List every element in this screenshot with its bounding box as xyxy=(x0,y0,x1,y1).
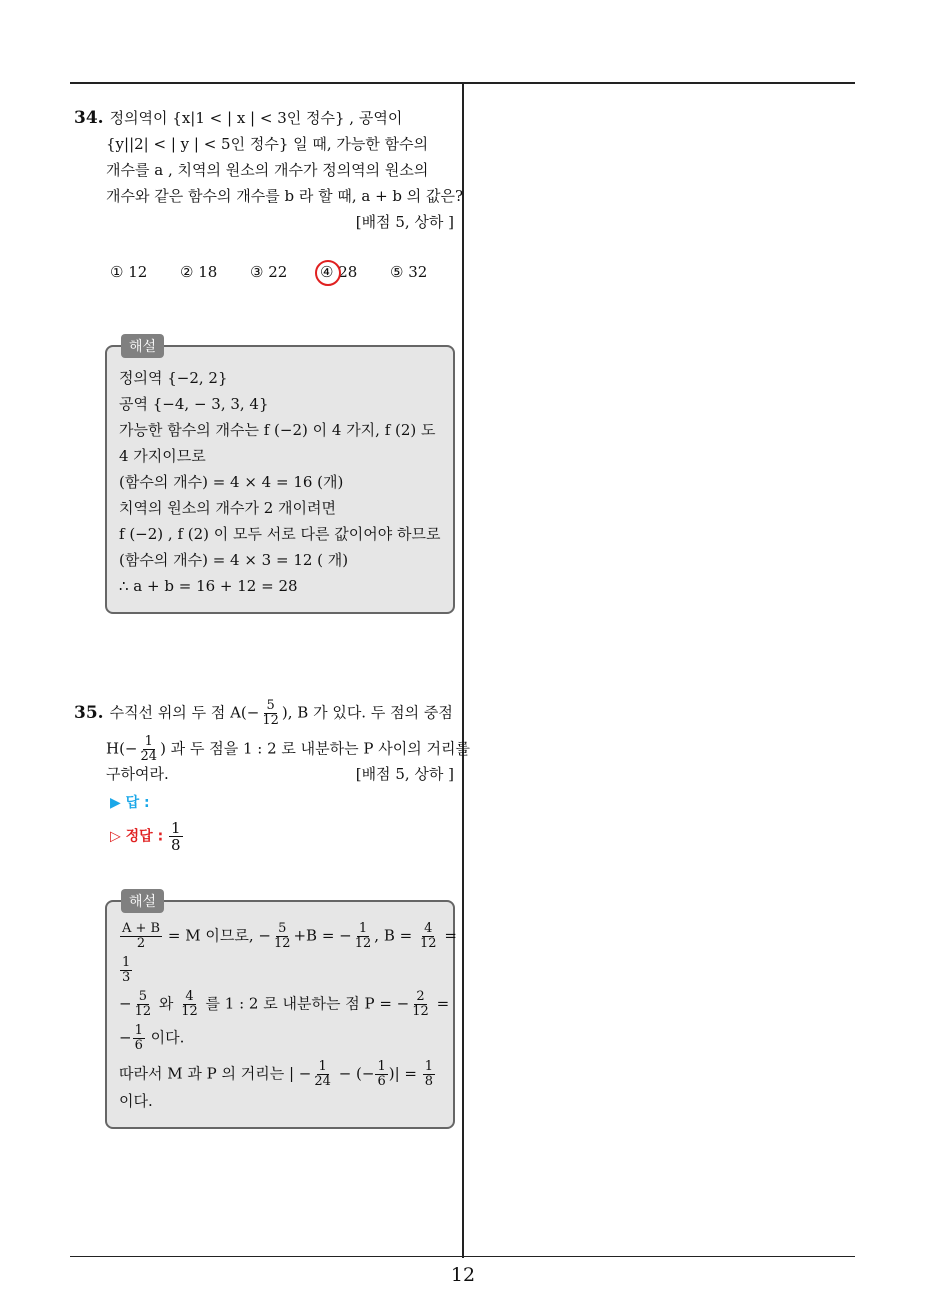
choice-1[interactable]: ① 12 xyxy=(110,263,148,281)
q34-line-2: {y||2| < | y | < 5인 정수} 일 때, 가능한 함수의 xyxy=(106,135,429,153)
correct-answer: ▷ 정답 : $\frac{1}{8}$ xyxy=(110,819,181,854)
q35-line-3: 구하여라. xyxy=(106,765,169,783)
q34-number: 34. xyxy=(74,108,104,128)
q35-sol-line-6: 이다. xyxy=(119,1092,153,1110)
q34-text-1: 정의역이 {x|1 < | x | < 3인 정수} , 공역이 xyxy=(109,109,403,127)
q35-sol-line-4: − $\frac{1}{6}$ 이다. xyxy=(119,1023,185,1053)
fraction: $\frac{5}{12}$ xyxy=(262,698,279,728)
choice-4[interactable]: ④ 28 xyxy=(320,263,358,281)
choice-2[interactable]: ② 18 xyxy=(180,263,218,281)
q34-sol-line-1: 정의역 {−2, 2} xyxy=(119,369,228,387)
fraction: $\frac{1}{8}$ xyxy=(424,1059,434,1089)
q35-line-1: 35. 수직선 위의 두 점 A(− $\frac{5}{12}$ ), B 가 있다. 두 점의 중점 xyxy=(74,698,453,728)
fraction: $\frac{1}{6}$ xyxy=(377,1059,386,1089)
answer-input-label[interactable]: ▶ 답 : xyxy=(110,795,150,811)
fraction: $\frac{5}{12}$ xyxy=(273,921,291,951)
fraction: $\frac{1}{6}$ xyxy=(134,1023,143,1053)
answer-circle-mark xyxy=(315,260,341,286)
q34-line-1 xyxy=(74,105,402,131)
q34-sol-line-7: f (−2) , f (2) 이 모두 서로 다른 값이어야 하므로 xyxy=(119,525,441,543)
choice-3[interactable]: ③ 22 xyxy=(250,263,288,281)
q34-sol-line-4: 4 가지이므로 xyxy=(119,447,206,465)
q35-sol-line-2 xyxy=(119,956,133,985)
q34-sol-line-6: 치역의 원소의 개수가 2 개이려면 xyxy=(119,499,336,517)
q34-sol-line-9: ∴ a + b = 16 + 12 = 28 xyxy=(119,577,298,595)
q34-sol-line-3: 가능한 함수의 개수는 f (−2) 이 4 가지, f (2) 도 xyxy=(119,421,436,439)
q34-score: [배점 5, 상하 ] xyxy=(355,213,454,231)
q34-line-3: 개수를 a , 치역의 원소의 개수가 정의역의 원소의 xyxy=(106,161,429,179)
fraction: $\frac{2}{12}$ xyxy=(412,989,429,1019)
fraction: $\frac{4}{12}$ xyxy=(419,921,437,951)
question-35 xyxy=(74,695,470,795)
q35-sol-line-1: $\frac{A + B}{2}$ = M 이므로, − $\frac{5}{12}$ +B = − $\frac{1}{12}$ , B = $\frac{4}{12}$ = xyxy=(122,921,457,951)
q34-sol-line-2: 공역 {−4, − 3, 3, 4} xyxy=(119,395,269,413)
q34-sol-line-8: (함수의 개수) = 4 × 3 = 12 ( 개) xyxy=(119,551,349,569)
q35-sol-line-5: 따라서 M 과 P 의 거리는 | − $\frac{1}{24}$ − (− $\frac{1}{6}$ )| = $\frac{1}{8}$ xyxy=(119,1059,434,1089)
fraction: $\frac{1}{3}$ xyxy=(122,955,131,985)
q35-solution-box xyxy=(105,894,457,1129)
q35-line-2: H(− $\frac{1}{24}$ ) 과 두 점을 1 : 2 로 내분하는 P 사이의 거리를 xyxy=(106,734,470,764)
bottom-rule xyxy=(70,1256,855,1257)
fraction: $\frac{1}{24}$ xyxy=(314,1059,331,1089)
fraction: $\frac{1}{8}$ xyxy=(170,819,181,854)
q35-sol-line-3: − $\frac{5}{12}$ 와 $\frac{4}{12}$ 를 1 : 2 로 내분하는 점 P = − $\frac{2}{12}$ = xyxy=(119,989,450,1019)
q35-number: 35. xyxy=(74,702,104,723)
q34-solution-tag: 해설 xyxy=(121,334,164,358)
fraction: $\frac{5}{12}$ xyxy=(134,989,152,1019)
q34-line-4: 개수와 같은 함수의 개수를 b 라 할 때, a + b 의 값은? xyxy=(106,187,464,205)
fraction: $\frac{A + B}{2}$ xyxy=(122,921,161,951)
q35-score: [배점 5, 상하 ] xyxy=(355,765,454,783)
q34-solution-box xyxy=(105,339,455,614)
page-number: 12 xyxy=(450,1264,476,1286)
q35-solution-tag: 해설 xyxy=(121,889,164,913)
column-divider xyxy=(462,83,464,1258)
fraction: $\frac{1}{12}$ xyxy=(354,921,372,951)
choice-5[interactable]: ⑤ 32 xyxy=(390,263,428,281)
q34-sol-line-5: (함수의 개수) = 4 × 4 = 16 (개) xyxy=(119,473,344,491)
question-34 xyxy=(74,105,464,265)
fraction: $\frac{1}{24}$ xyxy=(140,734,158,764)
fraction: $\frac{4}{12}$ xyxy=(181,989,198,1019)
